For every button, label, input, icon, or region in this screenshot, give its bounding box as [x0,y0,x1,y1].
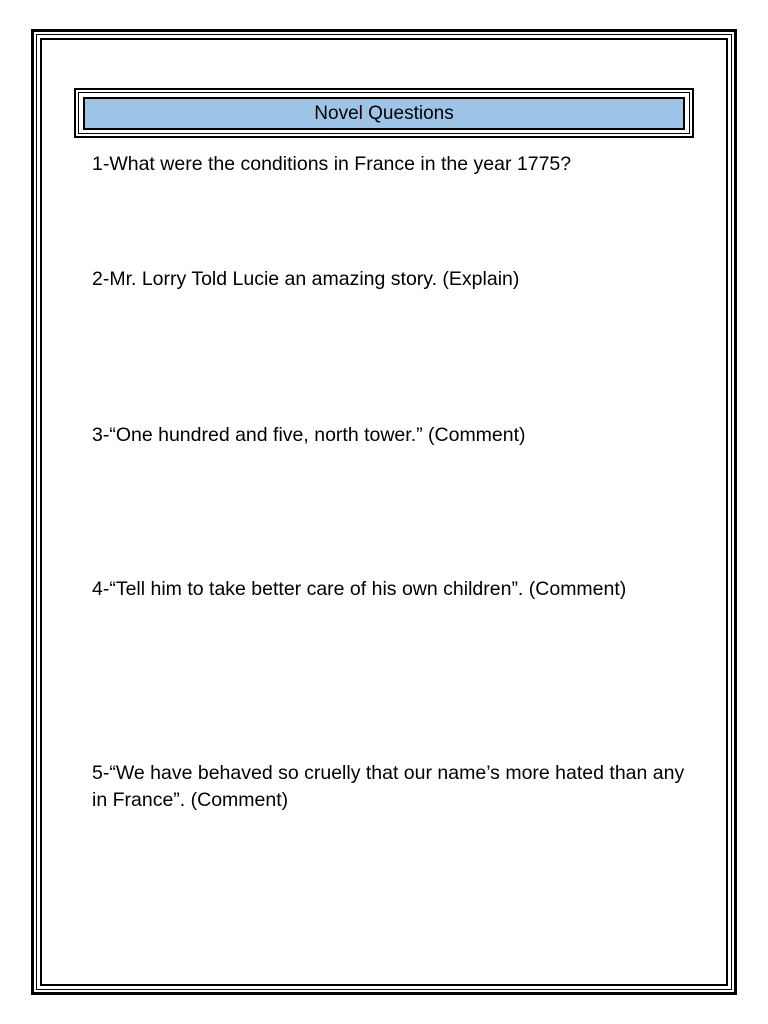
page-border-inner [40,38,728,986]
page-title: Novel Questions [83,97,685,130]
question-1: 1-What were the conditions in France in the year 1775? [92,153,572,175]
question-2: 2-Mr. Lorry Told Lucie an amazing story. (Explain) [92,268,520,290]
question-3: 3-“One hundred and five, north tower.” (Comment) [92,424,526,446]
question-5: 5-“We have behaved so cruelly that our name’s more hated than any in France”. (Comment) [92,762,685,811]
question-4: 4-“Tell him to take better care of his own children”. (Comment) [92,578,627,600]
